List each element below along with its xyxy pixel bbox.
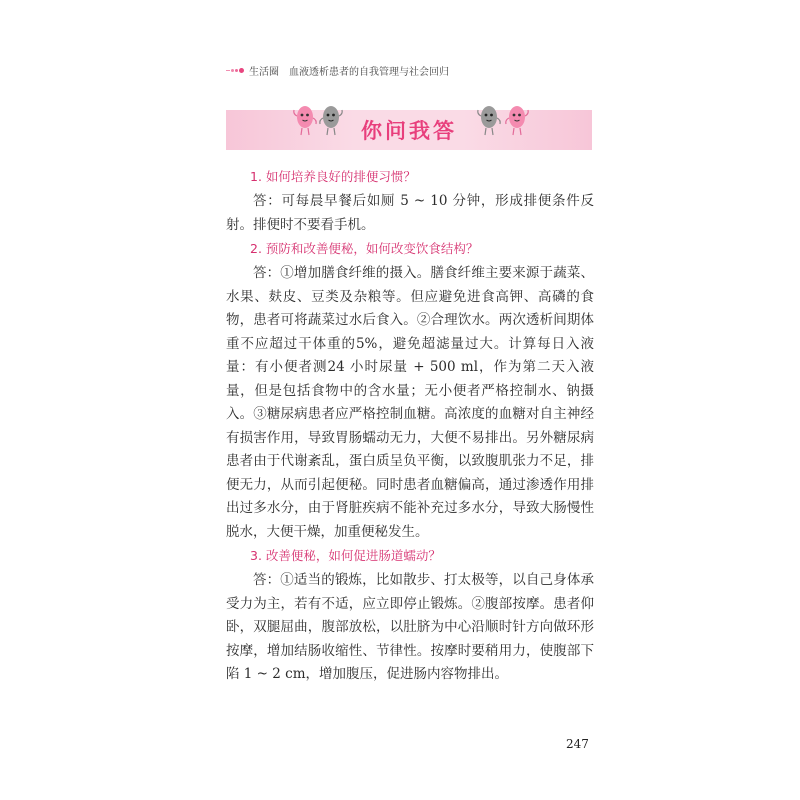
page-number: 247 (566, 737, 589, 751)
pink-bean-mascot-icon (504, 102, 530, 138)
answer-paragraph: 答：①增加膳食纤维的摄入。膳食纤维主要来源于蔬菜、水果、麸皮、豆类及杂粮等。但应避免进食高钾、高磷的食物，患者可将蔬菜过水后食入。②合理饮水。两次透析间期体重不应超过干体重的5%，避免超滤量过大。计算每日入液量：有小便者测24 小时尿量 + 500 ml，作为第二天入液量，但是包括食物中的含水量；无小便者严格控制水、钠摄入。③糖尿病患者应严格控制血糖。高浓度的血糖对自主神经有损害作用，导致胃肠蠕动无力，大便不易排出。另外糖尿病患者由于代谢紊乱，蛋白质呈负平衡，以致腹肌张力不足，排便无力，从而引起便秘。同时患者血糖偏高，通过渗透作用排出过多水分，由于肾脏疾病不能补充过多水分，导致大肠慢性脱水，大便干燥，加重便秘发生。 (226, 265, 594, 540)
qa-item (226, 239, 594, 544)
gray-bean-mascot-icon (476, 102, 502, 138)
qa-content (226, 167, 594, 689)
question-heading: 2. 预防和改善便秘，如何改变饮食结构？ (250, 241, 479, 256)
answer-paragraph: 答：①适当的锻炼，比如散步、打太极等，以自己身体承受力为主，若有不适，应立即停止锻炼。②腹部按摩。患者仰卧，双腿屈曲，腹部放松，以肚脐为中心沿顺时针方向做环形按摩，增加结肠收缩性、节律性。按摩时要稍用力，使腹部下陷 1 ~ 2 cm，增加腹压，促进肠内容物排出。 (226, 572, 594, 682)
answer-paragraph: 答：可每晨早餐后如厕 5 ~ 10 分钟，形成排便条件反射。排便时不要看手机。 (226, 193, 594, 233)
qa-item (226, 546, 594, 687)
header-dots-icon (226, 68, 244, 73)
running-header (226, 63, 449, 77)
header-section-label: 生活圈 (249, 66, 279, 78)
header-book-title: 血液透析患者的自我管理与社会回归 (289, 66, 449, 78)
question-heading: 1. 如何培养良好的排便习惯？ (250, 169, 416, 184)
question-heading: 3. 改善便秘，如何促进肠道蠕动？ (250, 548, 441, 563)
banner-title: 你问我答 (361, 119, 457, 143)
section-banner (226, 110, 592, 150)
qa-item (226, 167, 594, 237)
